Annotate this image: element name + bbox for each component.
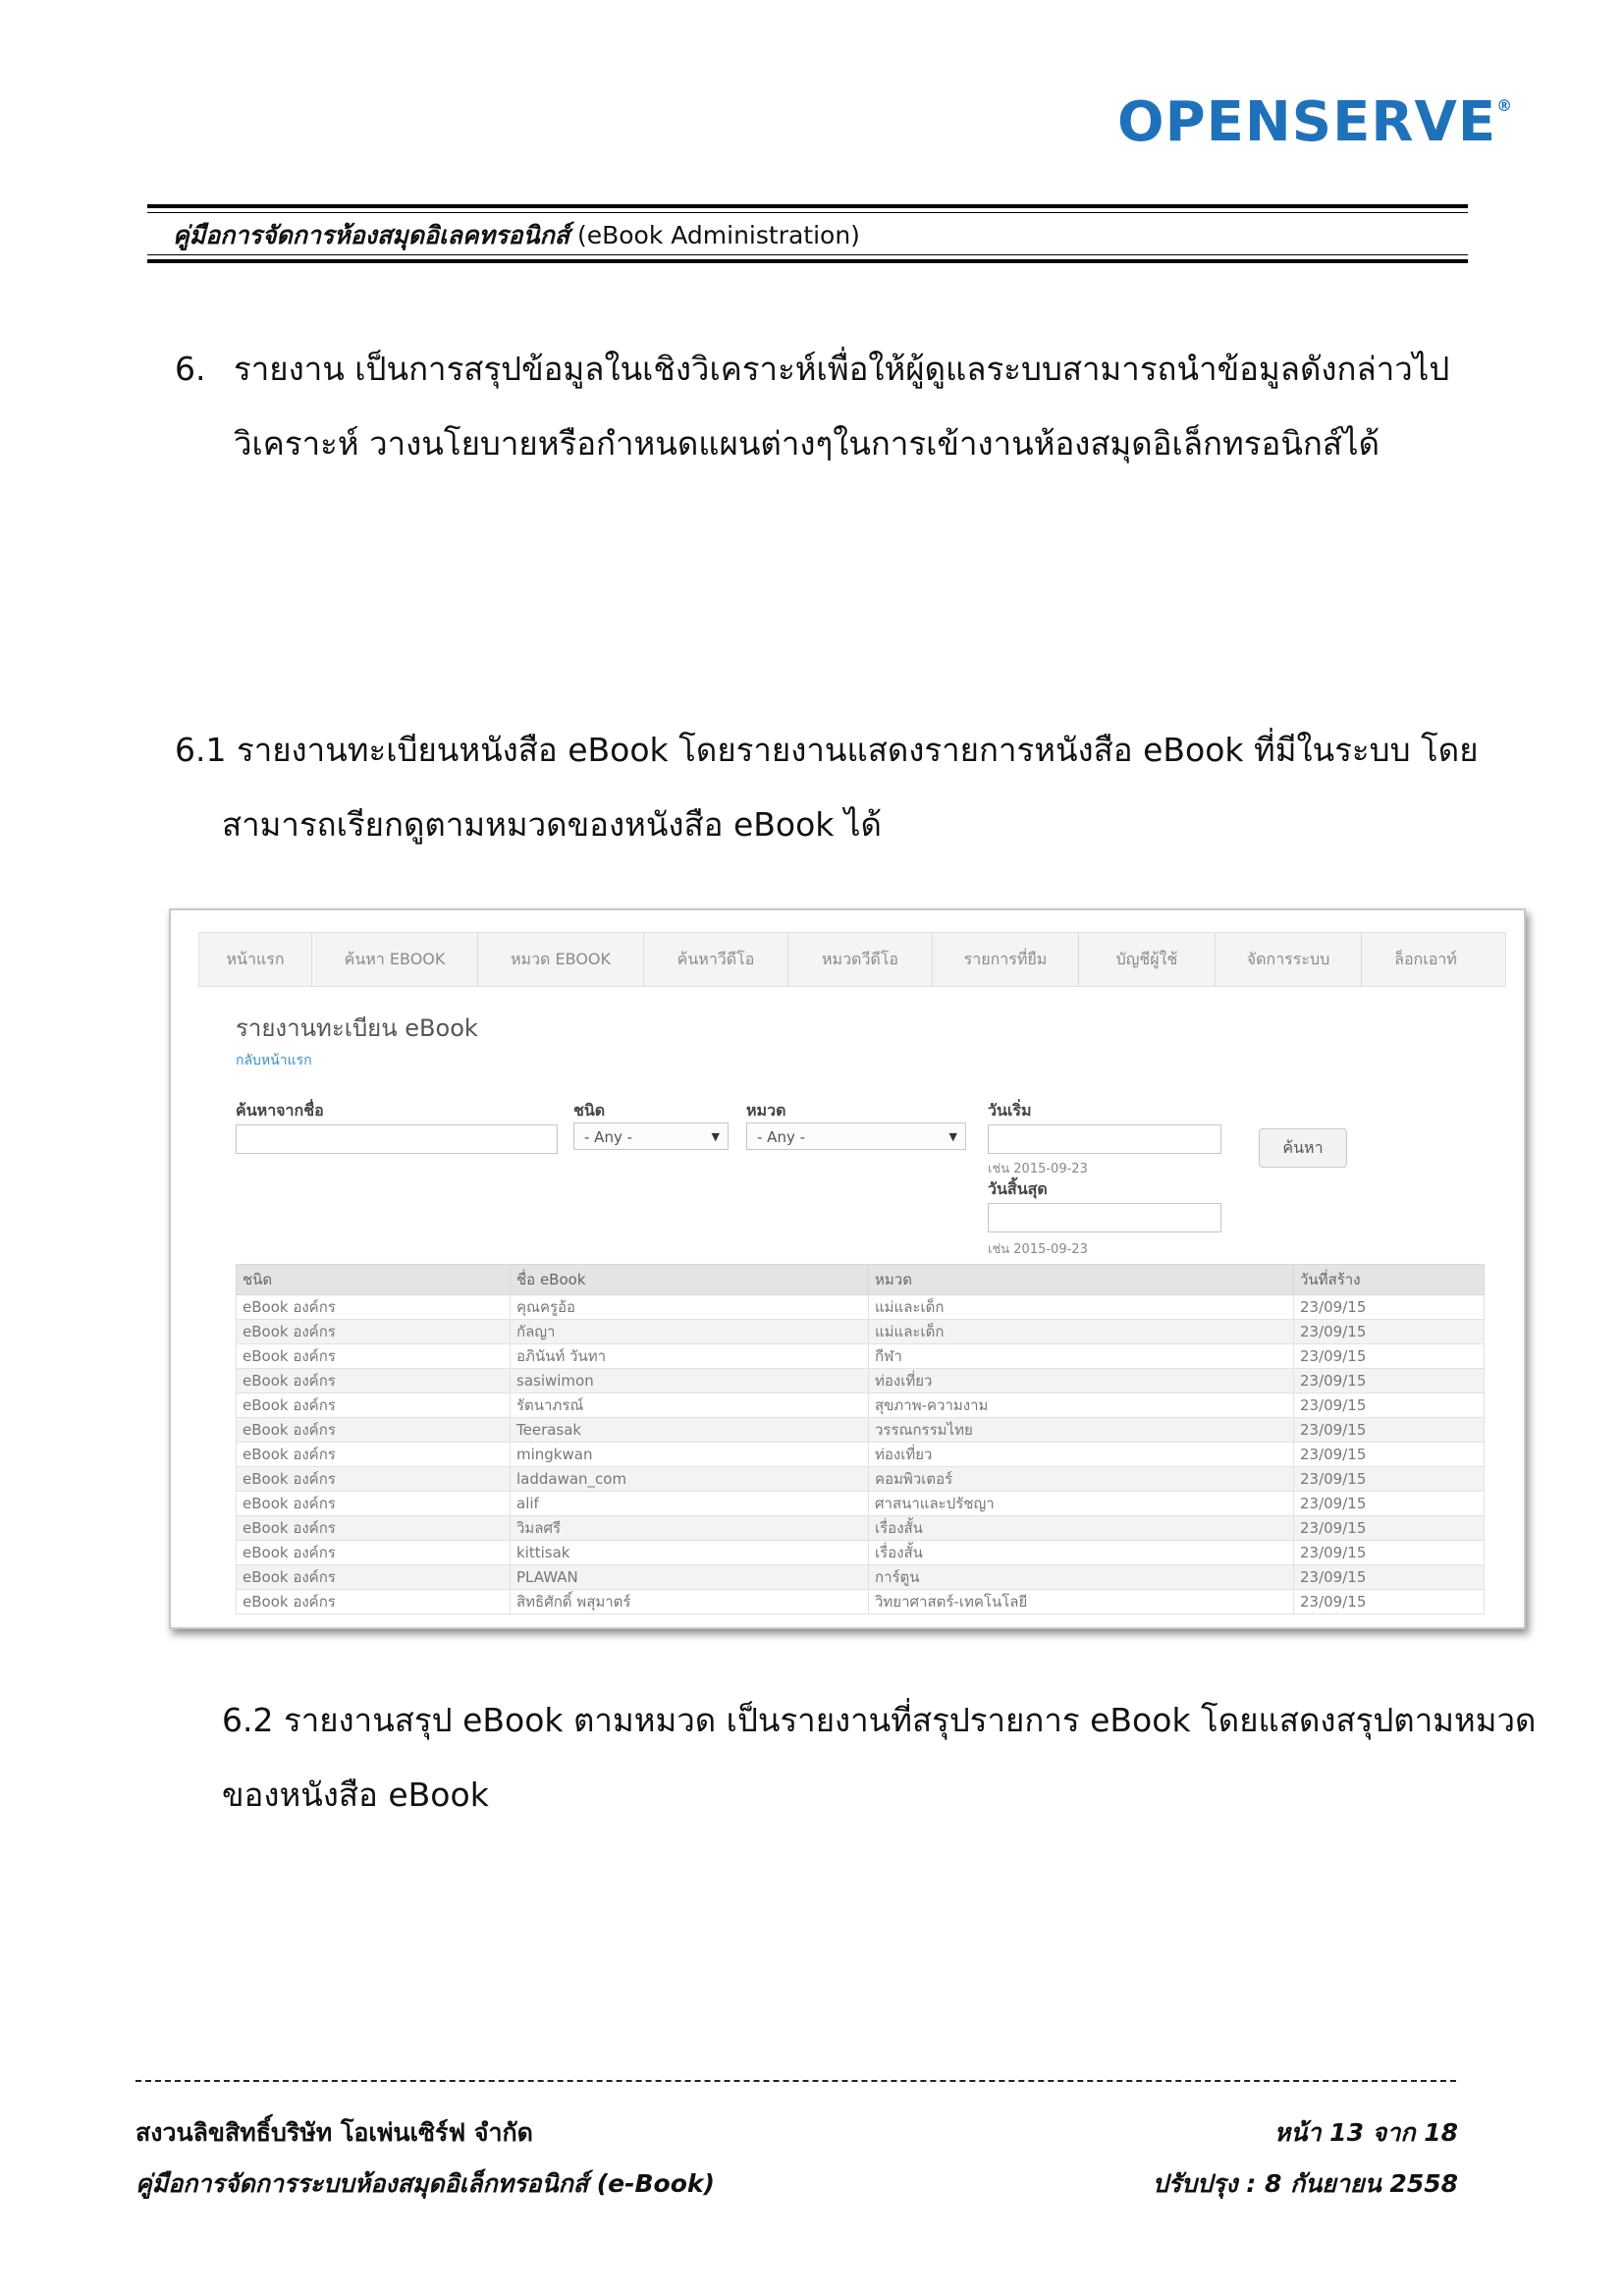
cell-ebook-name: คุณครูอ้อ xyxy=(511,1295,869,1320)
header-rule-top-thick xyxy=(147,204,1468,208)
cell-category: กีฬา xyxy=(869,1344,1294,1369)
section-6-number: 6. xyxy=(175,350,206,388)
footer-doc-title: คู่มือการจัดการระบบห้องสมุดอิเล็กทรอนิกส์ (e-Book) xyxy=(135,2169,715,2198)
cell-ebook-name: รัตนาภรณ์ xyxy=(511,1394,869,1418)
cell-ebook-name: สิทธิศักดิ์ พสุมาตร์ xyxy=(511,1590,869,1614)
back-home-link[interactable]: กลับหน้าแรก xyxy=(236,1053,312,1068)
end-date-input[interactable] xyxy=(988,1203,1221,1232)
col-header-type[interactable]: ชนิด xyxy=(237,1265,511,1295)
cell-created-date: 23/09/15 xyxy=(1294,1394,1485,1418)
nav-ebook-category[interactable]: หมวด EBOOK xyxy=(478,933,644,986)
type-label: ชนิด xyxy=(573,1101,606,1120)
cell-created-date: 23/09/15 xyxy=(1294,1369,1485,1394)
cell-created-date: 23/09/15 xyxy=(1294,1492,1485,1516)
cell-created-date: 23/09/15 xyxy=(1294,1467,1485,1492)
search-name-input[interactable] xyxy=(236,1124,558,1154)
nav-search-ebook[interactable]: ค้นหา EBOOK xyxy=(312,933,478,986)
table-row[interactable] xyxy=(237,1394,1485,1418)
cell-type: eBook องค์กร xyxy=(237,1369,511,1394)
cell-created-date: 23/09/15 xyxy=(1294,1344,1485,1369)
table-row[interactable] xyxy=(237,1541,1485,1565)
col-header-name[interactable]: ชื่อ eBook xyxy=(511,1265,869,1295)
registered-mark: ® xyxy=(1496,96,1514,115)
type-select[interactable] xyxy=(573,1122,729,1150)
cell-type: eBook องค์กร xyxy=(237,1394,511,1418)
table-row[interactable] xyxy=(237,1320,1485,1344)
cell-created-date: 23/09/15 xyxy=(1294,1320,1485,1344)
header-rule-top-thin xyxy=(147,212,1468,213)
cell-type: eBook องค์กร xyxy=(237,1590,511,1614)
search-button[interactable]: ค้นหา xyxy=(1259,1128,1347,1168)
cell-type: eBook องค์กร xyxy=(237,1541,511,1565)
type-select-value: - Any - xyxy=(584,1128,633,1146)
cell-created-date: 23/09/15 xyxy=(1294,1295,1485,1320)
table-row[interactable] xyxy=(237,1590,1485,1614)
table-row[interactable] xyxy=(237,1565,1485,1590)
table-row[interactable] xyxy=(237,1516,1485,1541)
table-header-row xyxy=(237,1265,1485,1295)
dropdown-arrow-icon: ▼ xyxy=(948,1130,957,1143)
cell-category: ศาสนาและปรัชญา xyxy=(869,1492,1294,1516)
logo-text: OPENSERVE xyxy=(1117,90,1497,154)
section-6-1-paragraph xyxy=(175,713,1479,862)
section-6-line-1: รายงาน เป็นการสรุปข้อมูลในเชิงวิเคราะห์เพื่อให้ผู้ดูแลระบบสามารถนำข้อมูลดังกล่าวไป xyxy=(234,350,1450,388)
cell-ebook-name: mingkwan xyxy=(511,1443,869,1467)
embedded-screenshot xyxy=(169,908,1526,1629)
end-date-label: วันสิ้นสุด xyxy=(988,1179,1048,1198)
cell-type: eBook องค์กร xyxy=(237,1320,511,1344)
header-rule-bottom-thick xyxy=(147,259,1468,263)
section-6-1-line-1: 6.1 รายงานทะเบียนหนังสือ eBook โดยรายงานแสดงรายการหนังสือ eBook ที่มีในระบบ โดย xyxy=(175,731,1479,769)
cell-created-date: 23/09/15 xyxy=(1294,1418,1485,1443)
cell-created-date: 23/09/15 xyxy=(1294,1516,1485,1541)
cell-created-date: 23/09/15 xyxy=(1294,1443,1485,1467)
report-title: รายงานทะเบียน eBook xyxy=(236,1014,478,1042)
end-date-hint: เช่น 2015-09-23 xyxy=(988,1242,1088,1257)
cell-ebook-name: alif xyxy=(511,1492,869,1516)
nav-user-account[interactable]: บัญชีผู้ใช้ xyxy=(1079,933,1216,986)
footer-page-number: หน้า 13 จาก 18 xyxy=(1273,2118,1458,2147)
nav-borrowed-list[interactable]: รายการที่ยืม xyxy=(933,933,1079,986)
table-row[interactable] xyxy=(237,1492,1485,1516)
cell-ebook-name: Teerasak xyxy=(511,1418,869,1443)
header-title xyxy=(173,216,860,255)
cell-category: การ์ตูน xyxy=(869,1565,1294,1590)
cell-ebook-name: กัลญา xyxy=(511,1320,869,1344)
category-select-value: - Any - xyxy=(757,1128,806,1146)
cell-type: eBook องค์กร xyxy=(237,1516,511,1541)
cell-created-date: 23/09/15 xyxy=(1294,1541,1485,1565)
col-header-created[interactable]: วันที่สร้าง xyxy=(1294,1265,1485,1295)
footer-revision-date: ปรับปรุง : 8 กันยายน 2558 xyxy=(1152,2169,1458,2198)
table-row[interactable] xyxy=(237,1369,1485,1394)
category-select[interactable] xyxy=(746,1122,966,1150)
table-row[interactable] xyxy=(237,1418,1485,1443)
cell-category: เรื่องสั้น xyxy=(869,1516,1294,1541)
section-6-2-paragraph xyxy=(222,1683,1536,1832)
search-name-label: ค้นหาจากชื่อ xyxy=(236,1101,324,1120)
nav-bar xyxy=(198,932,1506,987)
cell-ebook-name: sasiwimon xyxy=(511,1369,869,1394)
nav-search-video[interactable]: ค้นหาวีดีโอ xyxy=(644,933,788,986)
nav-home[interactable]: หน้าแรก xyxy=(199,933,312,986)
cell-ebook-name: วิมลศรี xyxy=(511,1516,869,1541)
dropdown-arrow-icon: ▼ xyxy=(711,1130,720,1143)
cell-category: คอมพิวเตอร์ xyxy=(869,1467,1294,1492)
header-rule-bottom-thin xyxy=(147,254,1468,255)
category-label: หมวด xyxy=(746,1101,786,1120)
cell-category: เรื่องสั้น xyxy=(869,1541,1294,1565)
col-header-category[interactable]: หมวด xyxy=(869,1265,1294,1295)
footer-copyright: สงวนลิขสิทธิ์บริษัท โอเพ่นเซิร์ฟ จำกัด xyxy=(135,2118,533,2147)
header-title-english: (eBook Administration) xyxy=(569,221,860,249)
table-row[interactable] xyxy=(237,1344,1485,1369)
table-row[interactable] xyxy=(237,1467,1485,1492)
cell-category: แม่และเด็ก xyxy=(869,1320,1294,1344)
section-6-paragraph xyxy=(175,332,1449,481)
cell-type: eBook องค์กร xyxy=(237,1344,511,1369)
table-row[interactable] xyxy=(237,1443,1485,1467)
section-6-2-line-2: ของหนังสือ eBook xyxy=(222,1776,489,1814)
footer-divider xyxy=(135,2080,1456,2082)
start-date-input[interactable] xyxy=(988,1124,1221,1154)
cell-category: ท่องเที่ยว xyxy=(869,1443,1294,1467)
cell-ebook-name: PLAWAN xyxy=(511,1565,869,1590)
openserve-logo xyxy=(1117,90,1513,154)
cell-category: สุขภาพ-ความงาม xyxy=(869,1394,1294,1418)
header-title-thai: คู่มือการจัดการห้องสมุดอิเลคทรอนิกส์ xyxy=(173,221,569,249)
nav-video-category[interactable]: หมวดวีดีโอ xyxy=(788,933,933,986)
cell-ebook-name: kittisak xyxy=(511,1541,869,1565)
cell-type: eBook องค์กร xyxy=(237,1467,511,1492)
cell-type: eBook องค์กร xyxy=(237,1443,511,1467)
cell-type: eBook องค์กร xyxy=(237,1565,511,1590)
section-6-1-line-2: สามารถเรียกดูตามหมวดของหนังสือ eBook ได้ xyxy=(222,805,882,844)
nav-logout[interactable]: ล็อกเอาท์ xyxy=(1394,950,1457,968)
cell-created-date: 23/09/15 xyxy=(1294,1590,1485,1614)
start-date-label: วันเริ่ม xyxy=(988,1101,1032,1120)
cell-category: ท่องเที่ยว xyxy=(869,1369,1294,1394)
start-date-hint: เช่น 2015-09-23 xyxy=(988,1162,1088,1176)
cell-category: วรรณกรรมไทย xyxy=(869,1418,1294,1443)
section-6-2-line-1: 6.2 รายงานสรุป eBook ตามหมวด เป็นรายงานที่สรุปรายการ eBook โดยแสดงสรุปตามหมวด xyxy=(222,1701,1537,1739)
cell-type: eBook องค์กร xyxy=(237,1492,511,1516)
cell-ebook-name: อภินันท์ วันทา xyxy=(511,1344,869,1369)
cell-category: วิทยาศาสตร์-เทคโนโลยี xyxy=(869,1590,1294,1614)
table-row[interactable] xyxy=(237,1295,1485,1320)
cell-type: eBook องค์กร xyxy=(237,1295,511,1320)
cell-ebook-name: laddawan_com xyxy=(511,1467,869,1492)
cell-created-date: 23/09/15 xyxy=(1294,1565,1485,1590)
section-6-line-2: วิเคราะห์ วางนโยบายหรือกำหนดแผนต่างๆในการเข้างานห้องสมุดอิเล็กทรอนิกส์ได้ xyxy=(234,424,1380,463)
cell-type: eBook องค์กร xyxy=(237,1418,511,1443)
cell-category: แม่และเด็ก xyxy=(869,1295,1294,1320)
ebook-report-table xyxy=(236,1264,1485,1614)
nav-system-admin[interactable]: จัดการระบบ xyxy=(1216,933,1362,986)
